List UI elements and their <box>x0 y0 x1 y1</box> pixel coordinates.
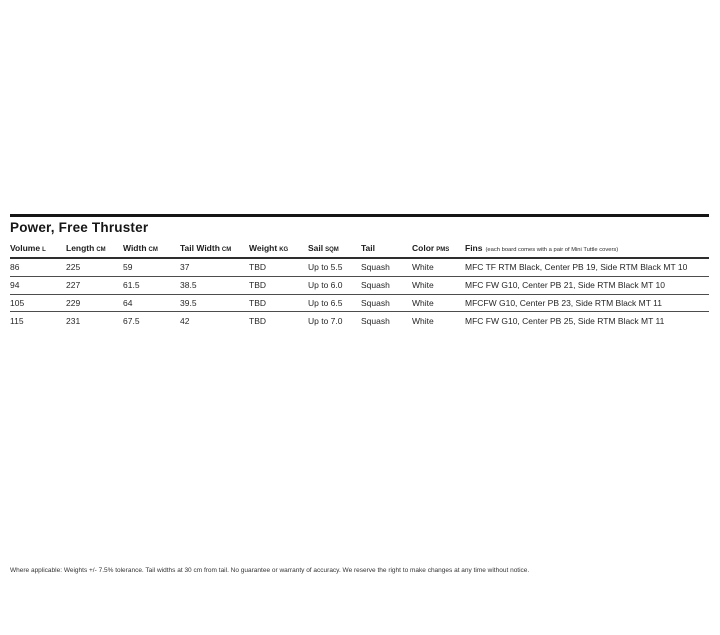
col-header-label: Volume <box>10 243 41 253</box>
col-header-label: Width <box>123 243 147 253</box>
cell-volume: 115 <box>10 315 24 326</box>
cell-width: 67.5 <box>123 315 140 326</box>
table-row <box>10 312 709 329</box>
table-body <box>10 259 709 329</box>
cell-tail: Squash <box>361 297 390 308</box>
col-header-unit: KG <box>279 247 289 253</box>
cell-length: 231 <box>66 315 81 326</box>
cell-color: White <box>412 297 434 308</box>
disclaimer-footnote: Where applicable: Weights +/- 7.5% tolerance. Tail widths at 30 cm from tail. No guarantee or warranty of accuracy. We reserve the right to make changes at any time without notice. <box>10 567 530 574</box>
cell-length: 229 <box>66 297 81 308</box>
cell-weight: TBD <box>249 297 266 308</box>
cell-fins: MFC FW G10, Center PB 21, Side RTM Black MT 10 <box>465 280 665 291</box>
col-header-unit: CM <box>148 247 158 253</box>
cell-sail: Up to 7.0 <box>308 315 343 326</box>
page-title: Power, Free Thruster <box>10 220 149 235</box>
cell-width: 64 <box>123 297 133 308</box>
cell-tail: Squash <box>361 280 390 291</box>
table-row <box>10 259 709 277</box>
cell-sail: Up to 5.5 <box>308 262 343 273</box>
col-header-weight <box>249 238 308 256</box>
cell-width: 59 <box>123 262 133 273</box>
cell-tail: Squash <box>361 315 390 326</box>
col-header-unit: L <box>42 247 46 253</box>
col-header-volume <box>10 238 66 256</box>
col-header-tail-width <box>180 238 249 256</box>
col-header-unit: CM <box>221 247 232 253</box>
table-row <box>10 295 709 313</box>
cell-color: White <box>412 262 434 273</box>
cell-length: 227 <box>66 280 81 291</box>
table-header-row <box>10 243 709 256</box>
cell-volume: 105 <box>10 297 25 308</box>
col-header-label: Length <box>66 243 95 253</box>
cell-volume: 94 <box>10 280 20 291</box>
cell-fins: MFC FW G10, Center PB 25, Side RTM Black MT 11 <box>465 315 665 326</box>
cell-weight: TBD <box>249 315 266 326</box>
col-header-label: Tail Width <box>180 243 220 253</box>
cell-tail-width: 42 <box>180 315 190 326</box>
col-header-sail <box>308 238 361 256</box>
cell-tail: Squash <box>361 262 390 273</box>
cell-weight: TBD <box>249 262 266 273</box>
col-header-label: Fins <box>465 243 483 253</box>
cell-fins: MFCFW G10, Center PB 23, Side RTM Black MT 11 <box>465 297 662 308</box>
col-header-note: (each board comes with a pair of Mini Tuttle covers) <box>485 247 619 253</box>
cell-color: White <box>412 315 434 326</box>
cell-fins: MFC TF RTM Black, Center PB 19, Side RTM Black MT 10 <box>465 262 688 273</box>
cell-sail: Up to 6.5 <box>308 297 343 308</box>
cell-sail: Up to 6.0 <box>308 280 343 291</box>
cell-length: 225 <box>66 262 81 273</box>
cell-volume: 86 <box>10 262 20 273</box>
col-header-label: Tail <box>361 243 376 253</box>
cell-weight: TBD <box>249 280 266 291</box>
cell-tail-width: 38.5 <box>180 280 197 291</box>
cell-tail-width: 37 <box>180 262 190 273</box>
col-header-unit: CM <box>96 247 106 253</box>
cell-width: 61.5 <box>123 280 140 291</box>
cell-tail-width: 39.5 <box>180 297 197 308</box>
cell-color: White <box>412 280 434 291</box>
table-row <box>10 277 709 295</box>
col-header-label: Sail <box>308 243 324 253</box>
col-header-color <box>412 238 465 256</box>
col-header-fins <box>465 238 709 256</box>
col-header-unit: SQM <box>325 247 339 253</box>
top-rule <box>10 214 709 217</box>
col-header-tail <box>361 238 412 256</box>
col-header-width <box>123 238 180 256</box>
col-header-unit: PMS <box>436 247 450 253</box>
col-header-label: Weight <box>249 243 278 253</box>
col-header-label: Color <box>412 243 435 253</box>
col-header-length <box>66 238 123 256</box>
